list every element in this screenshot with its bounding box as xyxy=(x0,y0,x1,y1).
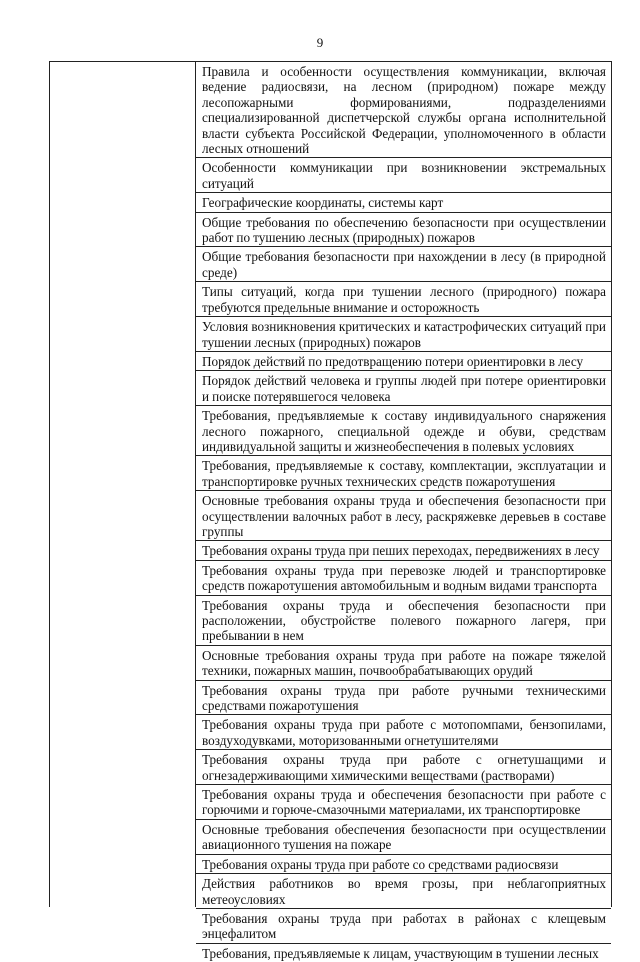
table-row: Порядок действий человека и группы людей при потере ориентировки и поиске потерявшегося человека xyxy=(196,371,611,406)
table-row: Требования, предъявляемые к лицам, участвующим в тушении лесных xyxy=(202,945,599,961)
table-row: Требования охраны труда при перевозке людей и транспортировке средств пожаротушения автомобильным и водным видами транспорта xyxy=(196,561,611,596)
table-row: Особенности коммуникации при возникновении экстремальных ситуаций xyxy=(196,158,611,193)
table-row: Общие требования по обеспечению безопасности при осуществлении работ по тушению лесных (природных) пожаров xyxy=(196,213,611,248)
table-row: Типы ситуаций, когда при тушении лесного (природного) пожара требуются предельные внимание и осторожность xyxy=(196,282,611,317)
table-row: Действия работников во время грозы, при неблагоприятных метеоусловиях xyxy=(196,874,611,909)
table-row: Условия возникновения критических и катастрофических ситуаций при тушении лесных (природных) пожаров xyxy=(196,317,611,352)
knowledge-table xyxy=(49,61,612,961)
table-row: Географические координаты, системы карт xyxy=(196,193,611,212)
page-number: 9 xyxy=(316,35,324,50)
table-row: Основные требования охраны труда при работе на пожаре тяжелой техники, пожарных машин, почвообрабатывающих орудий xyxy=(196,646,611,681)
table-row: Основные требования охраны труда и обеспечения безопасности при осуществлении валочных работ в лесу, раскряжевке деревьев в составе группы xyxy=(196,491,611,541)
table-right-column xyxy=(196,62,611,961)
table-row: Правила и особенности осуществления коммуникации, включая ведение радиосвязи, на лесном (природном) пожаре между лесопожарными формированиями, подразделениями специализированной диспетчерской службы органа исполнительной власти субъекта Российской Федерации, уполномоченного в области лесных отношений xyxy=(196,62,611,158)
table-row: Общие требования безопасности при нахождении в лесу (в природной среде) xyxy=(196,247,611,282)
table-row: Требования охраны труда при работах в районах с клещевым энцефалитом xyxy=(196,909,611,944)
table-row: Требования охраны труда при работе со средствами радиосвязи xyxy=(196,855,611,874)
table-row: Порядок действий по предотвращению потери ориентировки в лесу xyxy=(196,352,611,371)
table-row: Требования охраны труда и обеспечения безопасности при расположении, обустройстве полевого пожарного лагеря, при пребывании в нем xyxy=(196,596,611,646)
table-left-column xyxy=(50,62,196,907)
table-row: Требования, предъявляемые к составу индивидуального снаряжения лесного пожарного, специальной одежде и обуви, средствам индивидуальной защиты и жизнеобеспечения в полевых условиях xyxy=(196,406,611,456)
table-row: Требования, предъявляемые к составу, комплектации, эксплуатации и транспортировке ручных технических средств пожаротушения xyxy=(196,456,611,491)
table-row: Основные требования обеспечения безопасности при осуществлении авиационного тушения на пожаре xyxy=(196,820,611,855)
table-row: Требования охраны труда при работе с мотопомпами, бензопилами, воздуходувками, моторизованными огнетушителями xyxy=(196,715,611,750)
table-row: Требования охраны труда и обеспечения безопасности при работе с горючими и горюче-смазочными материалами, их транспортировке xyxy=(196,785,611,820)
table-row: Требования охраны труда при работе ручными техническими средствами пожаротушения xyxy=(196,681,611,716)
table-row: Требования охраны труда при пеших переходах, передвижениях в лесу xyxy=(196,541,611,560)
table-row: Требования охраны труда при работе с огнетушащими и огнезадерживающими химическими веществами (растворами) xyxy=(196,750,611,785)
